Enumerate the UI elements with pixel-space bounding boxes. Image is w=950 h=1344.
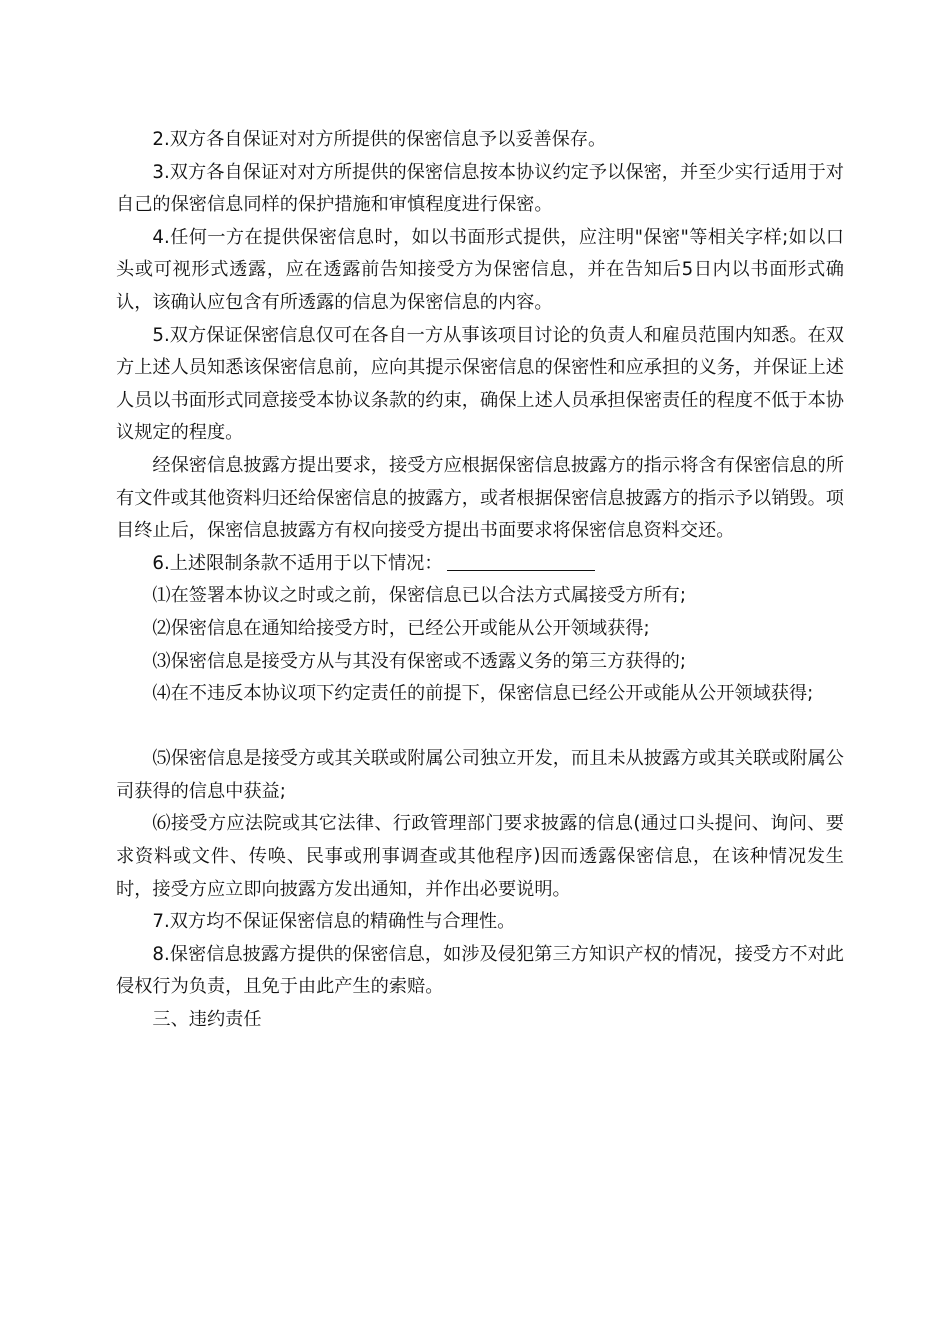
paragraph-clause-8: 8.保密信息披露方提供的保密信息，如涉及侵犯第三方知识产权的情况，接受方不对此侵权行为负责，且免于由此产生的索赔。 [116,943,844,998]
clause-6-label: 6.上述限制条款不适用于以下情况： [152,552,443,574]
paragraph-clause-4: 4.任何一方在提供保密信息时，如以书面形式提供，应注明"保密"等相关字样;如以口头或可视形式透露，应在透露前告知接受方为保密信息，并在告知后5日内以书面形式确认，该确认应包含有所透露的信息为保密信息的内容。 [116,226,844,313]
condition-item-4: ⑷在不违反本协议项下约定责任的前提下，保密信息已经公开或能从公开领域获得; [152,683,814,705]
paragraph-clause-7: 7.双方均不保证保密信息的精确性与合理性。 [152,911,516,933]
condition-item-3: ⑶保密信息是接受方从与其没有保密或不透露义务的第三方获得的; [152,650,686,672]
paragraph-clause-6 [116,548,844,581]
document-body [116,124,844,1037]
paragraph-clause-2: 2.双方各自保证对对方所提供的保密信息予以妥善保存。 [152,129,607,150]
paragraph-clause-3: 3.双方各自保证对对方所提供的保密信息按本协议约定予以保密，并至少实行适用于对自己的保密信息同样的保护措施和审慎程度进行保密。 [116,161,844,216]
section-heading: 三、违约责任 [152,1009,262,1031]
paragraph-return-materials: 经保密信息披露方提出要求，接受方应根据保密信息披露方的指示将含有保密信息的所有文件或其他资料归还给保密信息的披露方，或者根据保密信息披露方的指示予以销毁。项目终止后，保密信息披露方有权向接受方提出书面要求将保密信息资料交还。 [116,454,844,542]
blank-line [116,711,844,744]
condition-item-1: ⑴在签署本协议之时或之前，保密信息已以合法方式属接受方所有; [152,585,686,607]
condition-item-6: ⑹接受方应法院或其它法律、行政管理部门要求披露的信息(通过口头提问、询问、要求资料或文件、传唤、民事或刑事调查或其他程序)因而透露保密信息，在该种情况发生时，接受方应立即向披露方发出通知，并作出必要说明。 [116,813,844,900]
paragraph-clause-5: 5.双方保证保密信息仅可在各自一方从事该项目讨论的负责人和雇员范围内知悉。在双方上述人员知悉该保密信息前，应向其提示保密信息的保密性和应承担的义务，并保证上述人员以书面形式同意接受本协议条款的约束，确保上述人员承担保密责任的程度不低于本协议规定的程度。 [116,324,844,444]
condition-item-5: ⑸保密信息是接受方或其关联或附属公司独立开发，而且未从披露方或其关联或附属公司获得的信息中获益; [116,748,844,802]
fill-in-blank [447,552,595,571]
condition-item-2: ⑵保密信息在通知给接受方时，已经公开或能从公开领域获得; [152,617,650,639]
